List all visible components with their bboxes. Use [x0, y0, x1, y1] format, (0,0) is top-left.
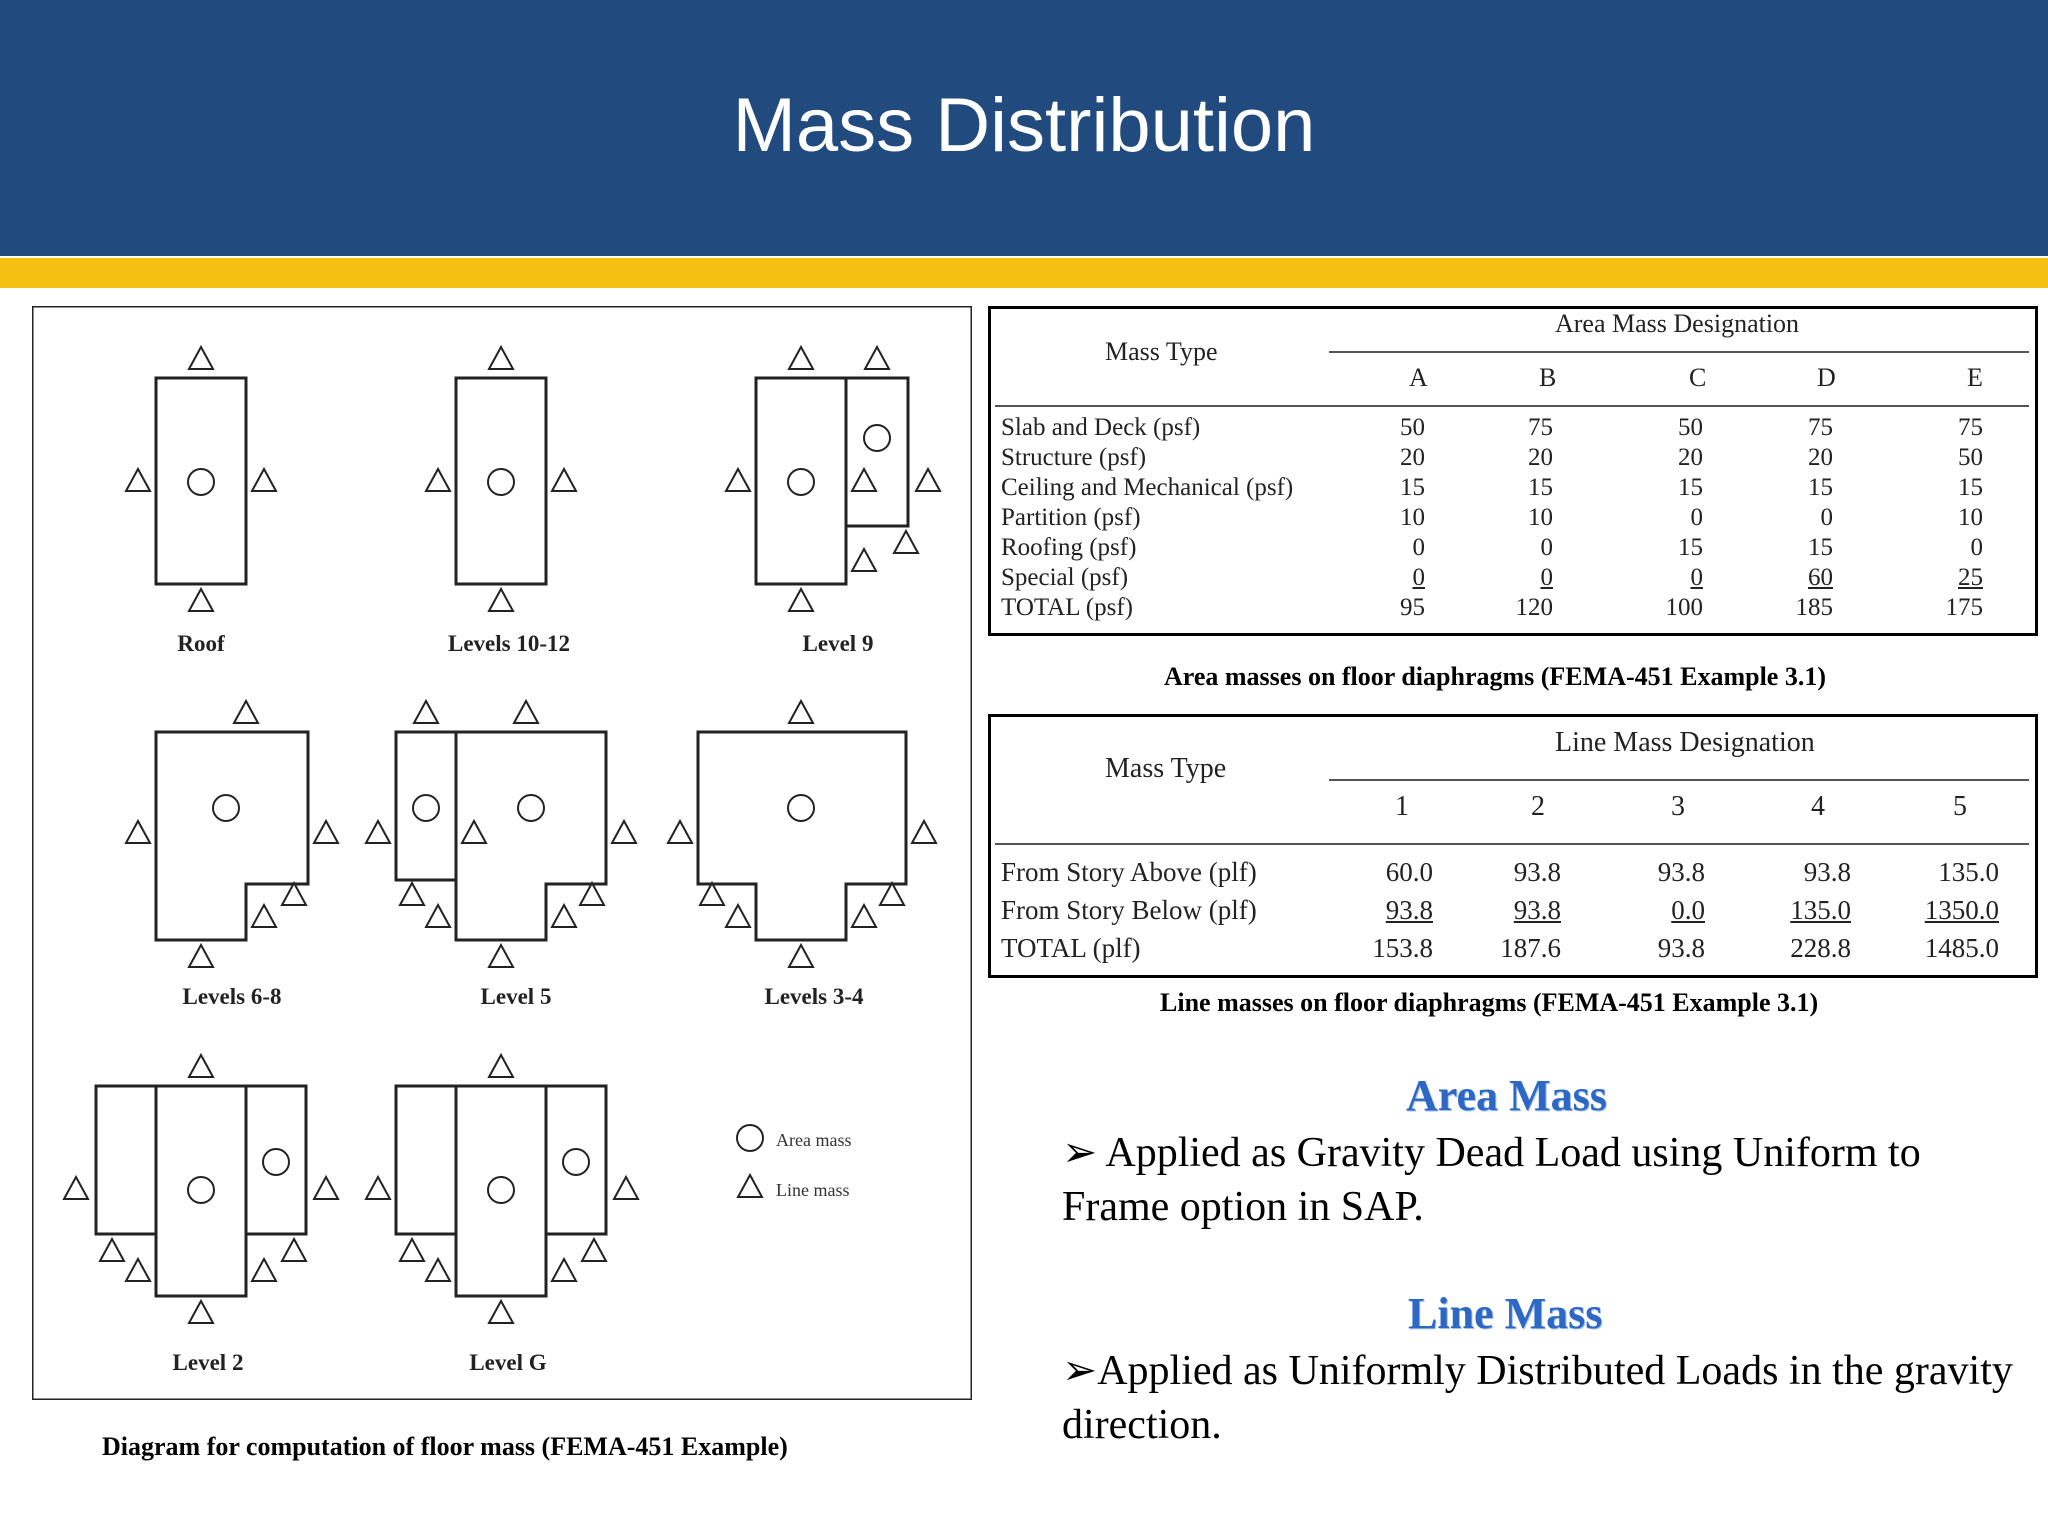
legend-line-mass: Line mass — [776, 1180, 850, 1200]
line-cell: 93.8 — [1385, 895, 1433, 925]
diagram-caption: Diagram for computation of floor mass (FEMA-451 Example) — [102, 1432, 788, 1461]
area-row-label: Ceiling and Mechanical (psf) — [1001, 474, 1294, 501]
line-table-group-rule — [1329, 779, 2029, 781]
area-cell: 0 — [1970, 534, 1983, 561]
line-table-col-4: 4 — [1811, 791, 1825, 822]
title-bar — [0, 0, 2048, 256]
line-total-cell: 228.8 — [1790, 933, 1851, 963]
area-cell: 10 — [1400, 504, 1425, 531]
area-cell: 10 — [1528, 504, 1553, 531]
line-mass-bullet: ➢Applied as Uniformly Distributed Loads in the gravity direction. — [1062, 1348, 2013, 1448]
area-table-group-rule — [1329, 351, 2029, 353]
area-table-col-a: A — [1409, 363, 1428, 392]
legend-area-mass: Area mass — [776, 1130, 852, 1150]
area-mass-bullet: ➢ Applied as Gravity Dead Load using Uniform to Frame option in SAP. — [1062, 1130, 1921, 1230]
area-cell: 0 — [1412, 564, 1425, 591]
line-cell: 93.8 — [1803, 857, 1851, 887]
line-col-3-values — [1625, 853, 1705, 967]
area-cell: 0 — [1412, 534, 1425, 561]
area-col-e-values — [1927, 413, 1983, 623]
area-cell: 20 — [1400, 444, 1425, 471]
page-title: Mass Distribution — [732, 83, 1316, 168]
area-total-cell: 95 — [1400, 594, 1425, 621]
area-mass-table — [988, 306, 2038, 636]
line-table-group-header: Line Mass Designation — [1555, 727, 1815, 758]
area-cell: 0 — [1690, 504, 1703, 531]
level-label-2: Level 2 — [172, 1350, 244, 1375]
line-mass-heading: Line Mass — [1408, 1289, 1603, 1338]
area-cell: 20 — [1808, 444, 1833, 471]
area-cell: 15 — [1400, 474, 1425, 501]
area-cell: 15 — [1528, 474, 1553, 501]
area-col-b-values — [1497, 413, 1553, 623]
line-cell: 1350.0 — [1924, 895, 1999, 925]
level-label-g: Level G — [469, 1350, 547, 1375]
area-cell: 15 — [1678, 534, 1703, 561]
area-total-cell: 175 — [1945, 594, 1983, 621]
area-row-label: Special (psf) — [1001, 564, 1129, 591]
line-cell: 60.0 — [1385, 857, 1433, 887]
line-table-col-1: 1 — [1395, 791, 1409, 822]
line-row-label: TOTAL (plf) — [1001, 933, 1141, 963]
line-mass-table — [988, 714, 2038, 978]
line-table-col-5: 5 — [1953, 791, 1967, 822]
accent-divider — [0, 258, 2048, 288]
level-label-9: Level 9 — [802, 631, 874, 656]
floor-mass-diagram — [32, 306, 972, 1400]
area-table-row-labels — [1001, 413, 1293, 623]
line-table-col-2: 2 — [1531, 791, 1545, 822]
area-cell: 20 — [1678, 444, 1703, 471]
area-cell: 20 — [1528, 444, 1553, 471]
area-total-cell: 185 — [1795, 594, 1833, 621]
area-cell: 50 — [1678, 414, 1703, 441]
line-total-cell: 1485.0 — [1924, 933, 1999, 963]
area-table-col-header: Mass Type — [1105, 337, 1218, 366]
area-table-col-b: B — [1539, 363, 1557, 392]
line-table-col-3: 3 — [1671, 791, 1685, 822]
line-cell: 93.8 — [1513, 857, 1561, 887]
area-cell: 0 — [1540, 564, 1553, 591]
line-col-1-values — [1353, 853, 1433, 967]
area-table-col-d: D — [1817, 363, 1836, 392]
line-cell: 93.8 — [1657, 857, 1705, 887]
area-cell: 15 — [1678, 474, 1703, 501]
line-row-label: From Story Above (plf) — [1001, 857, 1257, 887]
level-label-6-8: Levels 6-8 — [182, 984, 282, 1009]
level-label-3-4: Levels 3-4 — [764, 984, 864, 1009]
area-cell: 15 — [1958, 474, 1983, 501]
line-col-2-values — [1481, 853, 1561, 967]
area-table-group-header: Area Mass Designation — [1555, 309, 1800, 338]
area-row-label: Partition (psf) — [1001, 504, 1141, 531]
area-cell: 0 — [1690, 564, 1703, 591]
level-label-5: Level 5 — [480, 984, 552, 1009]
area-col-d-values — [1777, 413, 1833, 623]
area-total-cell: 100 — [1665, 594, 1703, 621]
area-table-col-e: E — [1967, 363, 1983, 392]
line-cell: 135.0 — [1938, 857, 1999, 887]
area-row-label: Roofing (psf) — [1001, 534, 1137, 561]
line-col-5-values — [1891, 853, 1999, 967]
floor-plans-drawing — [32, 306, 972, 1400]
area-mass-heading: Area Mass — [1406, 1071, 1607, 1120]
area-col-c-values — [1647, 413, 1703, 623]
area-cell: 15 — [1808, 534, 1833, 561]
line-cell: 93.8 — [1513, 895, 1561, 925]
line-cell: 135.0 — [1790, 895, 1851, 925]
line-col-4-values — [1755, 853, 1851, 967]
area-cell: 60 — [1808, 564, 1833, 591]
area-table-header-rule — [995, 405, 2029, 407]
level-label-roof: Roof — [177, 631, 225, 656]
line-cell: 0.0 — [1671, 895, 1705, 925]
area-row-label: Structure (psf) — [1001, 444, 1147, 471]
area-cell: 50 — [1400, 414, 1425, 441]
area-cell: 75 — [1808, 414, 1833, 441]
line-table-header-rule — [995, 843, 2029, 845]
line-total-cell: 93.8 — [1657, 933, 1705, 963]
area-cell: 75 — [1528, 414, 1553, 441]
line-table-col-header: Mass Type — [1105, 753, 1227, 784]
line-total-cell: 187.6 — [1500, 933, 1561, 963]
area-col-a-values — [1371, 413, 1425, 623]
area-row-label: TOTAL (psf) — [1001, 594, 1133, 621]
line-table-row-labels — [1001, 853, 1257, 967]
area-total-cell: 120 — [1515, 594, 1553, 621]
area-table-col-c: C — [1689, 363, 1707, 392]
area-cell: 15 — [1808, 474, 1833, 501]
area-cell: 25 — [1958, 564, 1983, 591]
line-row-label: From Story Below (plf) — [1001, 895, 1257, 925]
level-label-10-12: Levels 10-12 — [447, 631, 571, 656]
area-cell: 75 — [1958, 414, 1983, 441]
area-cell: 50 — [1958, 444, 1983, 471]
line-total-cell: 153.8 — [1372, 933, 1433, 963]
area-table-caption: Area masses on floor diaphragms (FEMA-451 Example 3.1) — [1164, 662, 1827, 691]
area-cell: 10 — [1958, 504, 1983, 531]
area-cell: 0 — [1820, 504, 1833, 531]
area-row-label: Slab and Deck (psf) — [1001, 414, 1201, 441]
line-table-caption: Line masses on floor diaphragms (FEMA-451 Example 3.1) — [1160, 988, 1819, 1017]
area-cell: 0 — [1540, 534, 1553, 561]
